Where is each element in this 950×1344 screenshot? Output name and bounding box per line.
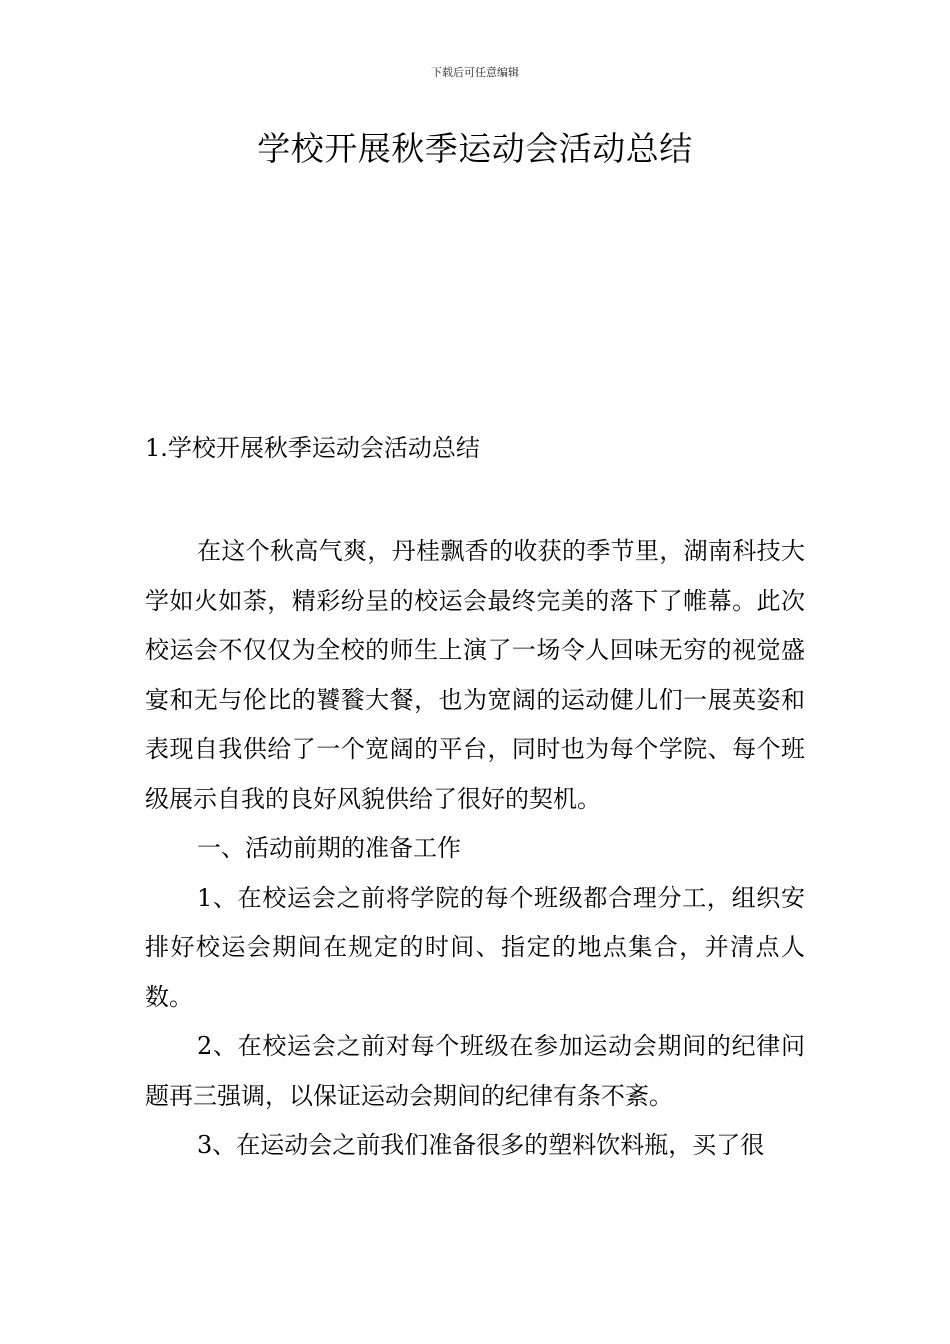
subheading-preparation: 一、活动前期的准备工作	[197, 834, 461, 862]
list-item-3: 3、在运动会之前我们准备很多的塑料饮料瓶，买了很	[197, 1131, 765, 1159]
list-item-2: 2、在校运会之前对每个班级在参加运动会期间的纪律问题再三强调，以保证运动会期间的纪律有条不紊。	[145, 1032, 805, 1110]
document-body	[145, 527, 805, 1171]
page-header-note: 下载后可任意编辑	[431, 66, 519, 79]
intro-paragraph: 在这个秋高气爽，丹桂飘香的收获的季节里，湖南科技大学如火如荼，精彩纷呈的校运会最终完美的落下了帷幕。此次校运会不仅仅为全校的师生上演了一场令人回味无穷的视觉盛宴和无与伦比的饕餮大餐，也为宽阔的运动健儿们一展英姿和表现自我供给了一个宽阔的平台，同时也为每个学院、每个班级展示自我的良好风貌供给了很好的契机。	[145, 537, 805, 813]
document-title: 学校开展秋季运动会活动总结	[257, 129, 693, 168]
list-item-1: 1、在校运会之前将学院的每个班级都合理分工，组织安排好校运会期间在规定的时间、指定的地点集合，并清点人数。	[145, 883, 805, 1011]
section-heading: 1.学校开展秋季运动会活动总结	[145, 434, 480, 462]
